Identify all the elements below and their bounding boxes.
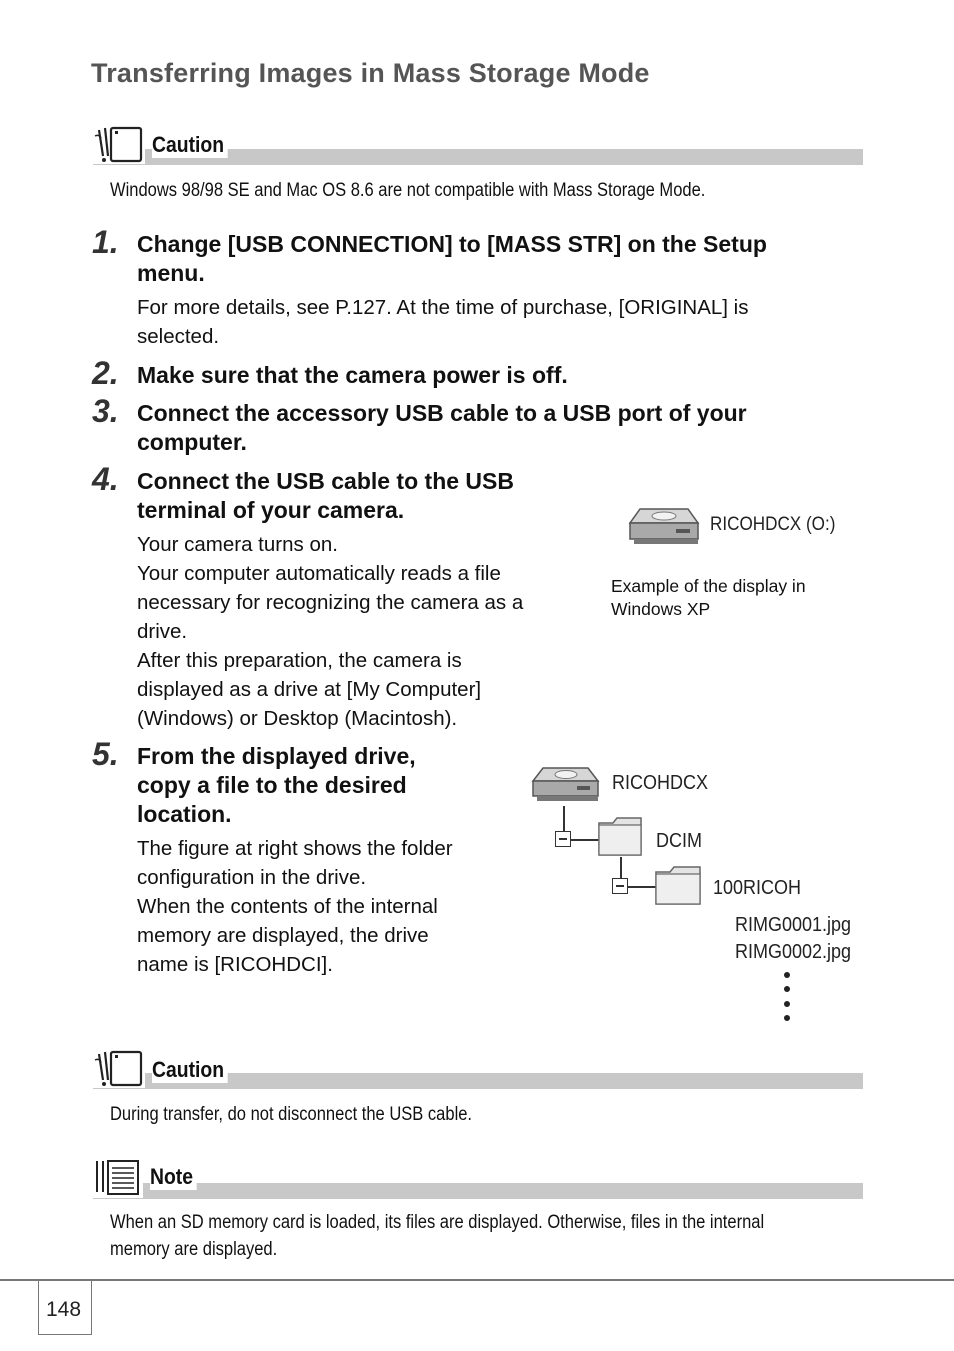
folder-label: DCIM <box>656 830 702 852</box>
file-label: RIMG0002.jpg <box>735 941 852 963</box>
page-title: Transferring Images in Mass Storage Mode <box>91 58 650 88</box>
folder-label: 100RICOH <box>713 877 802 899</box>
step-number: 1. <box>92 224 119 260</box>
ellipsis-dot <box>784 1015 790 1021</box>
step-number: 4. <box>92 461 119 497</box>
note-text: When an SD memory card is loaded, its files are displayed. Otherwise, files in the internal memory are displayed. <box>110 1212 765 1260</box>
tree-line <box>563 806 565 832</box>
note-bar <box>93 1183 863 1199</box>
step-heading: From the displayed drive, copy a file to the desired location. <box>137 743 416 827</box>
drive-label: RICOHDCX (O:) <box>710 514 836 535</box>
collapse-icon[interactable] <box>555 831 571 847</box>
step-body: The figure at right shows the folder configuration in the drive. When the contents of the internal memory are displayed, the drive name is [RICOHDCI]. <box>137 837 453 976</box>
caution-label: Caution <box>152 132 228 158</box>
caution-label: Caution <box>152 1057 228 1083</box>
note-icon <box>93 1158 143 1198</box>
step-number: 5. <box>92 736 119 772</box>
caution-icon <box>93 1050 145 1088</box>
caution-icon <box>93 126 145 164</box>
drive-icon <box>626 505 702 549</box>
figure-caption: Example of the display in Windows XP <box>611 576 806 619</box>
step-heading: Make sure that the camera power is off. <box>137 362 568 388</box>
step-number: 3. <box>92 393 119 429</box>
step-body: Your camera turns on. Your computer automatically reads a file necessary for recognizing the camera as a drive. After this preparation, the camera is displayed as a drive at [My Computer] (Windows) or Desktop (Macintosh). <box>137 533 524 730</box>
ellipsis-dot <box>784 986 790 992</box>
file-label: RIMG0001.jpg <box>735 914 852 936</box>
step-heading: Connect the accessory USB cable to a USB port of your computer. <box>137 400 747 455</box>
page-number: 148 <box>46 1298 82 1321</box>
tree-drive-label: RICOHDCX <box>612 772 709 794</box>
ellipsis-dot <box>784 1001 790 1007</box>
tree-line <box>620 857 622 879</box>
caution-text: During transfer, do not disconnect the USB cable. <box>110 1104 473 1125</box>
step-number: 2. <box>92 355 119 391</box>
drive-icon <box>530 764 602 806</box>
folder-icon <box>654 864 704 906</box>
caution-text: Windows 98/98 SE and Mac OS 8.6 are not compatible with Mass Storage Mode. <box>110 180 706 201</box>
folder-icon <box>597 815 645 857</box>
step-body: For more details, see P.127. At the time of purchase, [ORIGINAL] is selected. <box>137 296 749 348</box>
tree-line <box>571 839 599 841</box>
ellipsis-dot <box>784 972 790 978</box>
collapse-icon[interactable] <box>612 878 628 894</box>
note-label: Note <box>150 1164 197 1190</box>
step-heading: Connect the USB cable to the USB terminal of your camera. <box>137 468 514 523</box>
step-heading: Change [USB CONNECTION] to [MASS STR] on the Setup menu. <box>137 231 767 286</box>
footer-rule <box>0 1279 954 1281</box>
tree-line <box>628 886 656 888</box>
